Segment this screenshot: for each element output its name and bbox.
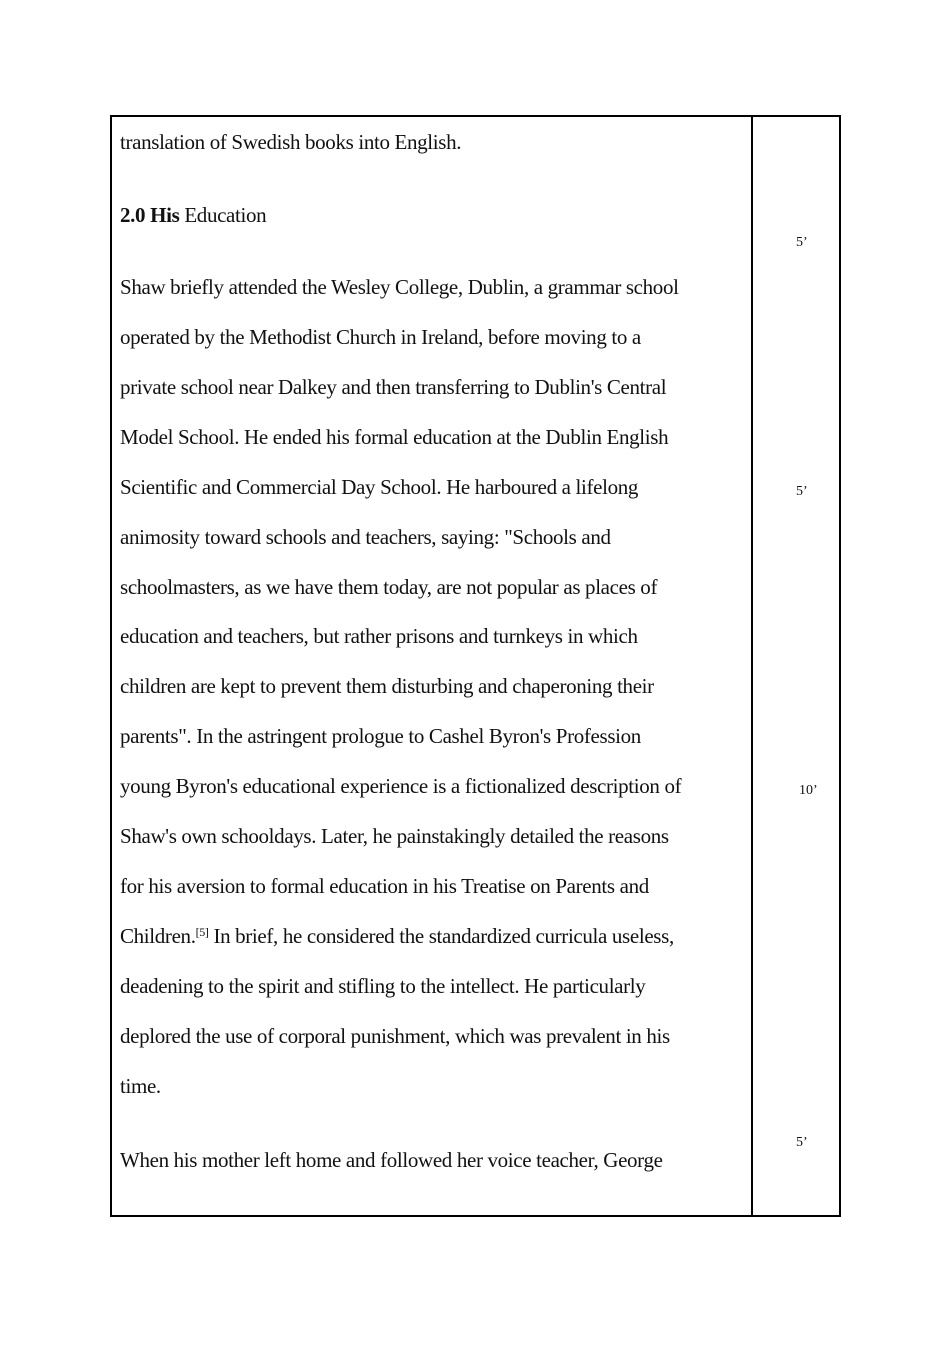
text-line: translation of Swedish books into English.: [120, 130, 462, 154]
margin-note: 5’: [796, 235, 808, 250]
margin-note: 5’: [796, 1135, 808, 1150]
text-line: young Byron's educational experience is a fictionalized description of: [120, 774, 682, 798]
footnote-reference[interactable]: [5]: [195, 925, 209, 939]
text-line: Model School. He ended his formal education at the Dublin English: [120, 425, 669, 449]
text-line: time.: [120, 1074, 161, 1098]
text-line: private school near Dalkey and then transferring to Dublin's Central: [120, 375, 667, 399]
text-line: [120, 923, 674, 949]
section-heading: [120, 202, 266, 228]
text-line: Shaw's own schooldays. Later, he painstakingly detailed the reasons: [120, 824, 669, 848]
text-line: education and teachers, but rather prisons and turnkeys in which: [120, 624, 638, 648]
margin-note: 10’: [799, 783, 818, 798]
text-fragment: In brief, he considered the standardized curricula useless,: [208, 924, 674, 948]
text-line: Scientific and Commercial Day School. He harboured a lifelong: [120, 475, 639, 499]
text-line: parents". In the astringent prologue to Cashel Byron's Profession: [120, 724, 641, 748]
text-line: deadening to the spirit and stifling to the intellect. He particularly: [120, 974, 646, 998]
text-fragment: Children.: [120, 924, 196, 948]
text-line: for his aversion to formal education in his Treatise on Parents and: [120, 874, 649, 898]
text-line: deplored the use of corporal punishment, which was prevalent in his: [120, 1024, 670, 1048]
text-line: operated by the Methodist Church in Ireland, before moving to a: [120, 325, 641, 349]
text-line: animosity toward schools and teachers, saying: "Schools and: [120, 525, 611, 549]
text-line: schoolmasters, as we have them today, are not popular as places of: [120, 575, 658, 599]
section-number: 2.0 His: [120, 203, 180, 227]
text-line: children are kept to prevent them disturbing and chaperoning their: [120, 674, 654, 698]
text-line: When his mother left home and followed her voice teacher, George: [120, 1148, 663, 1172]
column-divider: [751, 115, 753, 1217]
margin-note: 5’: [796, 484, 808, 499]
section-title: Education: [184, 203, 267, 227]
text-line: Shaw briefly attended the Wesley College, Dublin, a grammar school: [120, 275, 679, 299]
